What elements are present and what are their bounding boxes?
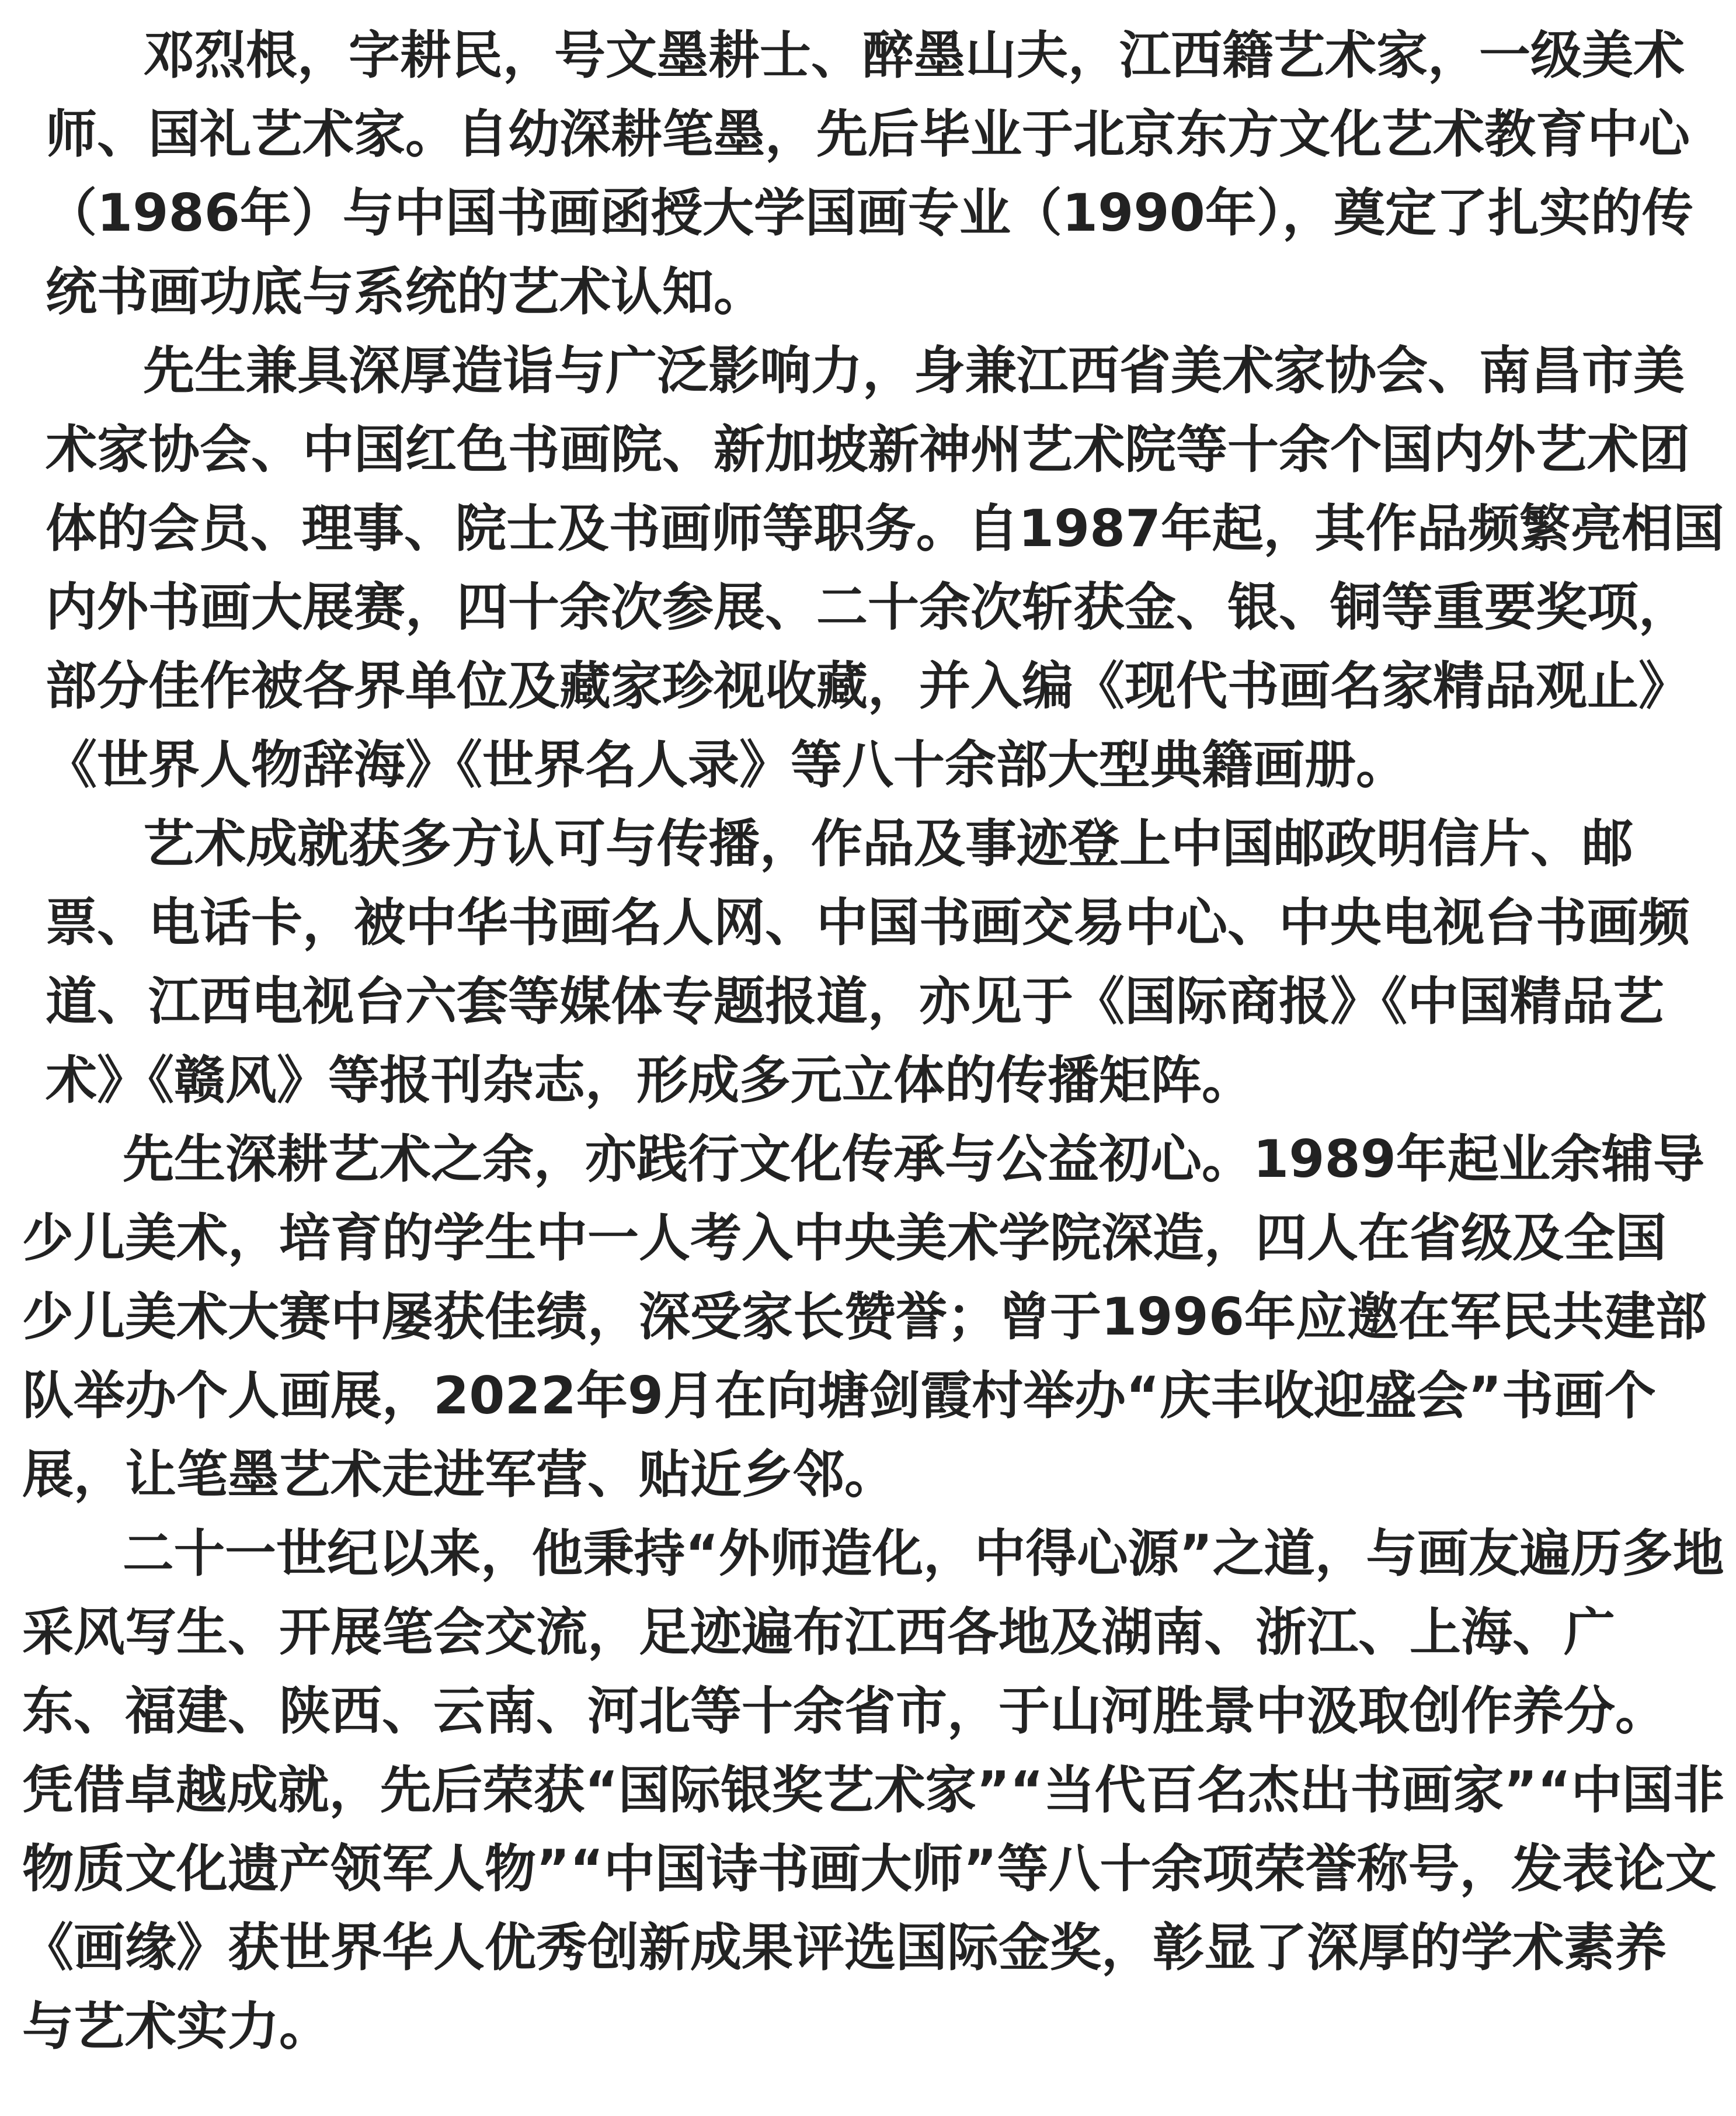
text-line: 票、电话卡，被中华书画名人网、中国书画交易中心、中央电视台书画频	[46, 892, 1690, 953]
text-line: 二十一世纪以来，他秉持“外师造化，中得心源”之道，与画友遍历多地	[123, 1524, 1724, 1583]
text-line: 队举办个人画展，2022年9月在向塘剑霞村举办“庆丰收迎盛会”书画个	[22, 1366, 1656, 1426]
text-line: 道、江西电视台六套等媒体专题报道，亦见于《国际商报》《中国精品艺	[46, 971, 1665, 1031]
text-line: 邓烈根，字耕民，号文墨耕士、醉墨山夫，江西籍艺术家，一级美术	[143, 25, 1685, 85]
text-line: 部分佳作被各界单位及藏家珍视收藏，并入编《现代书画名家精品观止》	[46, 656, 1690, 716]
text-line: 先生兼具深厚造诣与广泛影响力，身兼江西省美术家协会、南昌市美	[143, 340, 1685, 401]
text-line: 少儿美术，培育的学生中一人考入中央美术学院深造，四人在省级及全国	[22, 1208, 1667, 1268]
text-line: 《画缘》获世界华人优秀创新成果评选国际金奖，彰显了深厚的学术素养	[22, 1917, 1667, 1978]
text-line: 统书画功底与系统的艺术认知。	[46, 262, 766, 322]
text-line: 少儿美术大赛中屡获佳绩，深受家长赞誉；曾于1996年应邀在军民共建部	[22, 1287, 1707, 1347]
text-line: 《世界人物辞海》《世界名人录》等八十余部大型典籍画册。	[46, 735, 1408, 795]
text-line: 与艺术实力。	[22, 1996, 331, 2056]
text-line: 内外书画大展赛，四十余次参展、二十余次斩获金、银、铜等重要奖项，	[46, 577, 1690, 637]
text-line: 术》《赣风》等报刊杂志，形成多元立体的传播矩阵。	[46, 1050, 1254, 1110]
text-line: 师、国礼艺术家。自幼深耕笔墨，先后毕业于北京东方文化艺术教育中心	[46, 104, 1690, 164]
text-line: 体的会员、理事、院士及书画师等职务。自1987年起，其作品频繁亮相国	[46, 499, 1724, 558]
text-line: 术家协会、中国红色书画院、新加坡新神州艺术院等十余个国内外艺术团	[46, 419, 1690, 480]
text-line: 艺术成就获多方认可与传播，作品及事迹登上中国邮政明信片、邮	[143, 814, 1634, 874]
text-line: 凭借卓越成就，先后荣获“国际银奖艺术家”“当代百名杰出书画家”“中国非	[22, 1760, 1725, 1820]
text-line: 物质文化遗产领军人物”“中国诗书画大师”等八十余项荣誉称号，发表论文	[22, 1839, 1717, 1899]
text-line: 展，让笔墨艺术走进军营、贴近乡邻。	[22, 1444, 896, 1505]
text-line: 采风写生、开展笔会交流，足迹遍布江西各地及湖南、浙江、上海、广	[22, 1602, 1616, 1662]
text-line: 东、福建、陕西、云南、河北等十余省市，于山河胜景中汲取创作养分。	[22, 1681, 1667, 1741]
text-line: （1986年）与中国书画函授大学国画专业（1990年），奠定了扎实的传	[46, 183, 1693, 243]
text-line: 先生深耕艺术之余，亦践行文化传承与公益初心。1989年起业余辅导	[123, 1129, 1704, 1189]
